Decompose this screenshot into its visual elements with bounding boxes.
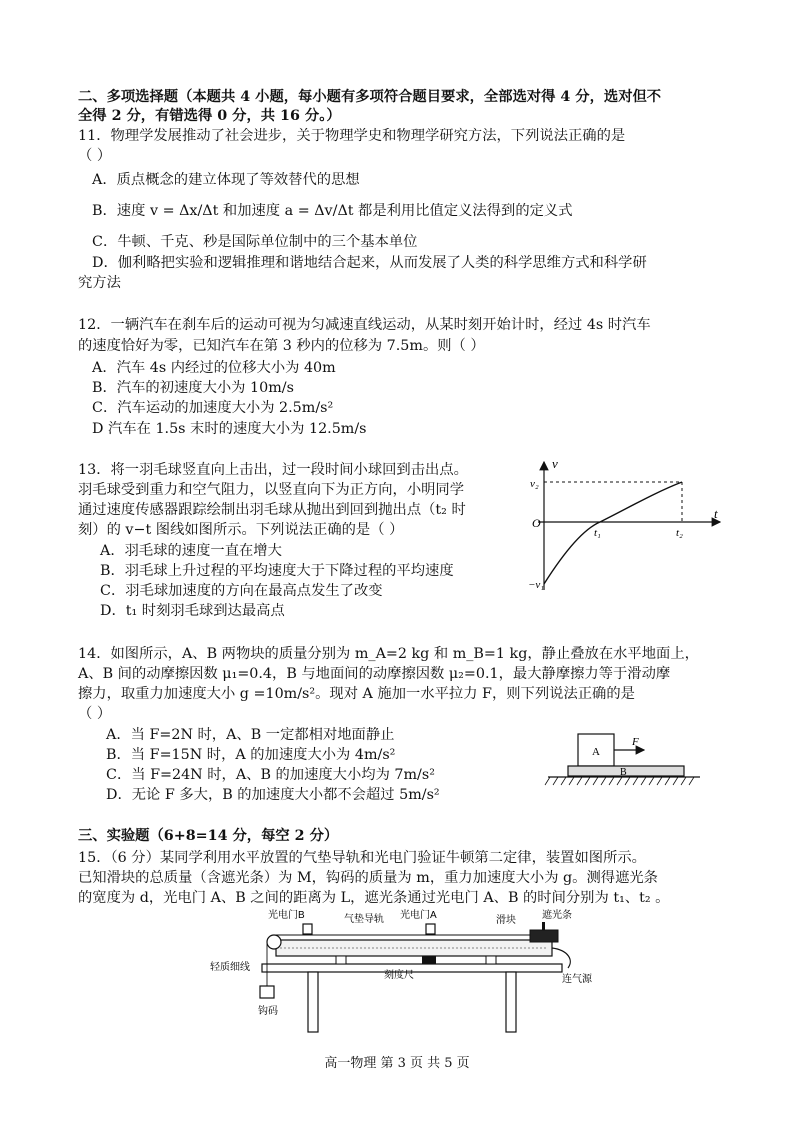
vt-curve <box>544 482 682 584</box>
q15-line1: 15．（6 分）某同学利用水平放置的气垫导轨和光电门验证牛顿第二定律，装置如图所示。 <box>78 850 646 866</box>
table-leg-left <box>308 972 318 1032</box>
section2-header-line1: 二、多项选择题（本题共 4 小题，每小题有多项符合题目要求，全部选对得 4 分，选对但不 <box>78 89 662 105</box>
label-light-strip: 遮光条 <box>542 910 572 921</box>
q12-option-a: A．汽车 4s 内经过的位移大小为 40m <box>92 360 336 376</box>
q14-option-b: B．当 F=15N 时，A 的加速度大小为 4m/s² <box>106 747 396 763</box>
photogate-a <box>426 924 435 934</box>
q12-stem-line2: 的速度恰好为零，已知汽车在第 3 秒内的位移为 7.5m。则（ ） <box>78 338 485 354</box>
q13-option-b: B．羽毛球上升过程的平均速度大于下降过程的平均速度 <box>100 563 454 579</box>
rail-support-right <box>486 956 496 964</box>
q15-line3: 的宽度为 d，光电门 A、B 之间的距离为 L，遮光条通过光电门 A、B 的时间分别为 t₁、t₂ 。 <box>78 890 670 906</box>
label-hook-weight: 钩码 <box>258 1006 278 1017</box>
section3-header: 三、实验题（6+8=14 分，每空 2 分） <box>78 828 339 844</box>
q13-stem-line4: 刻）的 v−t 图线如图所示。下列说法正确的是（ ） <box>78 522 404 538</box>
q12-option-b: B．汽车的初速度大小为 10m/s <box>92 380 294 396</box>
label-photogate-a: 光电门A <box>400 910 437 921</box>
block-a-label: A <box>592 746 600 758</box>
q14-stem-line1: 14．如图所示，A、B 两物块的质量分别为 m_A=2 kg 和 m_B=1 kg，静止叠放在水平地面上， <box>78 646 699 662</box>
q13-stem-line2: 羽毛球受到重力和空气阻力，以竖直向下为正方向，小明同学 <box>78 482 465 498</box>
label-slider: 滑块 <box>496 915 516 926</box>
q12-stem-line1: 12．一辆汽车在刹车后的运动可视为匀减速直线运动，从某时刻开始计时，经过 4s 时汽车 <box>78 317 651 333</box>
q12-option-d: D 汽车在 1.5s 末时的速度大小为 12.5m/s <box>92 421 367 437</box>
label-air-rail: 气垫导轨 <box>344 914 384 925</box>
t2-label: t₂ <box>676 527 683 539</box>
q14-option-c: C．当 F=24N 时，A、B 的加速度大小均为 7m/s² <box>106 767 435 783</box>
q14-paren: （ ） <box>78 706 112 722</box>
label-air-source: 连气源 <box>562 974 592 985</box>
q13-stem-line1: 13．将一羽毛球竖直向上击出，过一段时间小球回到击出点。 <box>78 462 468 478</box>
t-axis-label: t <box>714 506 718 521</box>
table-leg-right <box>506 972 516 1032</box>
page-footer: 高一物理 第 3 页 共 5 页 <box>324 1056 470 1071</box>
q14-stem-line2: A、B 间的动摩擦因数 μ₁=0.4，B 与地面间的动摩擦因数 μ₂=0.1，最大静摩擦力等于滑动摩 <box>78 666 671 682</box>
slider-block <box>530 930 558 942</box>
q14-option-a: A．当 F=2N 时，A、B 一定都相对地面静止 <box>106 727 395 743</box>
v-axis-label: v <box>552 456 558 471</box>
photogate-b <box>303 924 312 934</box>
label-ruler: 刻度尺 <box>384 970 414 981</box>
hook-weight <box>260 986 274 998</box>
q13-stem-line3: 通过速度传感器跟踪绘制出羽毛球从抛出到回到抛出点（t₂ 时 <box>78 502 466 518</box>
q11-option-c: C．牛顿、千克、秒是国际单位制中的三个基本单位 <box>92 234 418 250</box>
q13-option-a: A．羽毛球的速度一直在增大 <box>100 543 282 559</box>
pulley <box>267 935 281 949</box>
label-thread: 轻质细线 <box>210 962 250 973</box>
q14-option-d: D．无论 F 多大，B 的加速度大小都不会超过 5m/s² <box>106 787 440 803</box>
q15-line2: 已知滑块的总质量（含遮光条）为 M，钩码的质量为 m，重力加速度大小为 g。测得遮光条 <box>78 870 658 886</box>
neg-v1-label: −v₁ <box>528 579 545 591</box>
q14-blocks-figure <box>540 728 710 790</box>
rail-support-left <box>336 956 346 964</box>
origin-label: O <box>532 516 541 530</box>
q11-option-d-line1: D．伽利略把实验和逻辑推理和谐地结合起来，从而发展了人类的科学思维方式和科学研 <box>92 255 647 271</box>
q13-option-d: D．t₁ 时刻羽毛球到达最高点 <box>100 603 285 619</box>
section2-header-line2: 全得 2 分，有错选得 0 分，共 16 分。） <box>78 108 341 124</box>
q11-stem: 11．物理学发展推动了社会进步，关于物理学史和物理学研究方法，下列说法正确的是 <box>78 128 626 144</box>
q11-option-b: B．速度 v = Δx/Δt 和加速度 a = Δv/Δt 都是利用比值定义法得到的定义式 <box>92 203 573 219</box>
q11-option-d-line2: 究方法 <box>78 275 121 291</box>
ground-hatching <box>545 777 694 785</box>
q13-vt-graph <box>528 456 728 596</box>
q12-option-c: C．汽车运动的加速度大小为 2.5m/s² <box>92 400 334 416</box>
q11-option-a: A．质点概念的建立体现了等效替代的思想 <box>92 172 360 188</box>
q11-paren: （ ） <box>78 148 112 164</box>
v2-label: v₂ <box>530 478 539 490</box>
q13-option-c: C．羽毛球加速度的方向在最高点发生了改变 <box>100 583 383 599</box>
q14-stem-line3: 擦力，取重力加速度大小 g =10m/s²。现对 A 施加一水平拉力 F，则下列说法正确的是 <box>78 686 635 702</box>
q15-apparatus-figure <box>196 906 616 1036</box>
light-blocking-strip <box>542 922 545 930</box>
block-b-label: B <box>620 767 627 778</box>
rail-support-middle <box>422 956 436 964</box>
force-label: F <box>632 736 639 748</box>
t1-label: t₁ <box>594 527 601 539</box>
label-photogate-b: 光电门B <box>268 910 305 921</box>
